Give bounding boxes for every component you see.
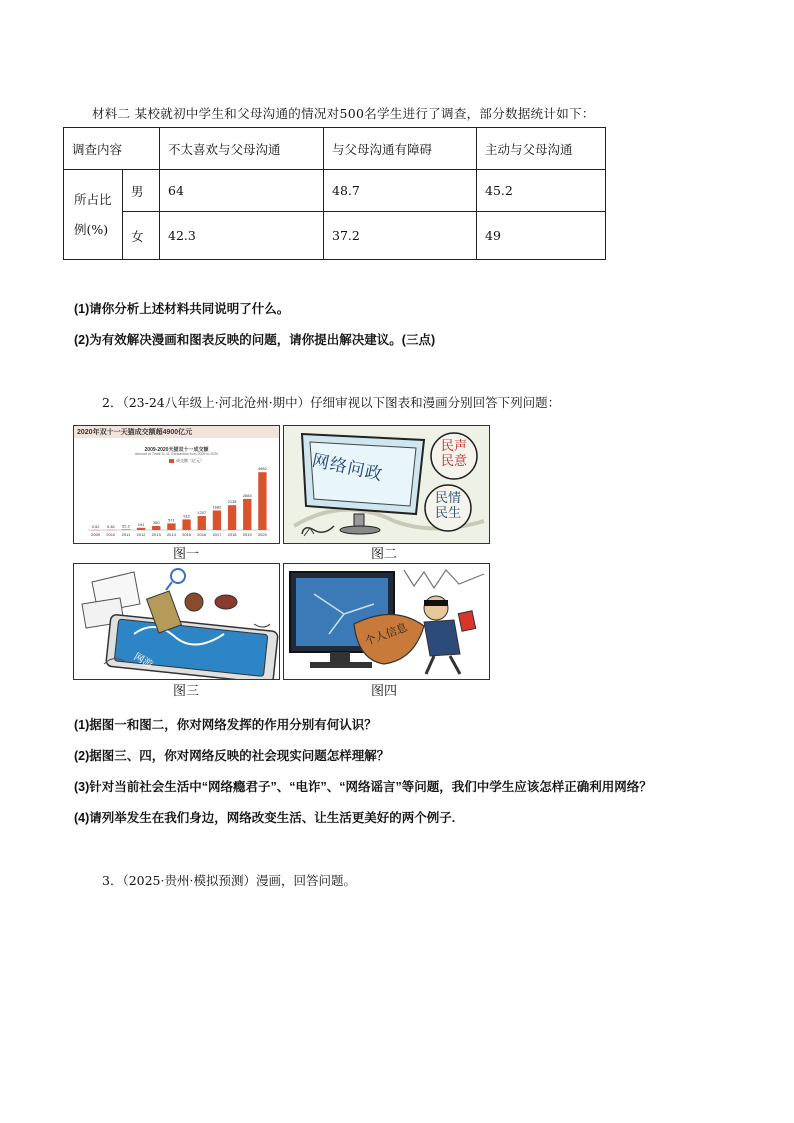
x-tick-label: 2016 [197, 532, 207, 537]
figure-4-caption: 图四 [370, 684, 397, 699]
bar-value-label: 1207 [197, 510, 207, 515]
x-tick-label: 2012 [136, 532, 146, 537]
figure-2-cartoon [283, 425, 490, 544]
question-1: (1)请你分析上述材料共同说明了什么。 [74, 302, 290, 316]
bar-2018 [228, 505, 236, 530]
table-cell: 45.2 [477, 170, 606, 212]
table-header-row [64, 128, 606, 170]
x-tick-label: 2017 [212, 532, 222, 537]
x-tick-label: 2020 [257, 532, 267, 537]
chart-subtitle: 2009-2020天猫双十一成交额 [144, 447, 209, 453]
legend-label: 成交额（亿元） [176, 458, 204, 463]
x-tick-label: 2019 [242, 532, 252, 537]
question-2: (2)为有效解决漫画和图表反映的问题，请你提出解决建议。(三点) [74, 333, 436, 347]
gender-cell: 男 [123, 170, 160, 212]
bar-value-label: 1682 [212, 504, 222, 510]
bar-2014 [167, 523, 175, 530]
screen-text: 网络问政 [310, 450, 385, 486]
x-tick-label: 2015 [182, 532, 192, 537]
table-header-cell: 调查内容 [64, 128, 160, 170]
bar-value-label: 571 [168, 517, 175, 523]
bar-2012 [137, 528, 145, 530]
bar-value-label: 9.36 [106, 523, 115, 529]
row-group-label: 所占比例(%) [64, 170, 123, 260]
figure-3-cartoon [73, 563, 280, 680]
bar-value-label: 191 [137, 521, 145, 527]
x-tick-label: 2010 [106, 532, 116, 537]
table-cell: 48.7 [324, 170, 477, 212]
q2-question-1: (1)据图一和图二，你对网络发挥的作用分别有何认识？ [74, 718, 377, 732]
bubble-text-2: 民情民生 [434, 491, 461, 521]
x-tick-label: 2009 [91, 532, 101, 537]
figure-1-chart [73, 425, 280, 544]
bar-value-label: 350 [152, 519, 160, 525]
bar-chart-svg [74, 426, 279, 543]
bar-value-label: 2135 [227, 499, 237, 505]
survey-table [63, 127, 606, 260]
sack-text: 个人信息 [363, 620, 410, 649]
gender-cell: 女 [123, 212, 160, 260]
bar-value-label: 2684 [242, 492, 252, 498]
bar-2017 [213, 510, 221, 530]
bubble-text-1: 民声民意 [440, 439, 467, 469]
table-cell: 42.3 [160, 212, 324, 260]
x-tick-label: 2011 [121, 532, 131, 537]
material2-intro: 材料二 某校就初中学生和父母沟通的情况对500名学生进行了调查，部分数据统计如下： [92, 106, 595, 121]
q2-question-4: (4)请列举发生在我们身边，网络改变生活、让生活更美好的两个例子. [74, 811, 456, 825]
q2-question-2: (2)据图三、四，你对网络反映的社会现实问题怎样理解？ [74, 749, 390, 763]
q3-header: 3．（2025·贵州·模拟预测）漫画，回答问题。 [102, 873, 356, 888]
bar-2011 [122, 529, 130, 530]
cartoon-4-illustration [284, 564, 489, 679]
bar-value-label: 4982 [257, 466, 267, 472]
x-tick-label: 2014 [166, 532, 176, 537]
bar-2019 [243, 499, 251, 530]
bar-2016 [198, 516, 206, 530]
table-row [64, 170, 606, 212]
chart-title: 2020年双十一天猫成交额超4900亿元 [77, 429, 193, 436]
bar-2015 [182, 519, 190, 530]
figure-1-caption: 图一 [172, 547, 199, 562]
q2-header: 2．（23-24八年级上·河北沧州·期中）仔细审视以下图表和漫画分别回答下列问题： [102, 395, 561, 410]
x-tick-label: 2018 [227, 532, 237, 537]
phone-text: 网游 [131, 651, 155, 671]
bar-value-label: 0.52 [91, 523, 100, 529]
bar-value-label: 52.2 [122, 523, 130, 529]
chart-subtitle-en: Amount of Tmall 11.11 Transaction from 2009 to 2020 [134, 452, 219, 456]
figure-4-cartoon [283, 563, 490, 680]
bar-value-label: 912 [183, 513, 190, 519]
table-header-cell: 不太喜欢与父母沟通 [160, 128, 324, 170]
table-cell: 64 [160, 170, 324, 212]
table-header-cell: 与父母沟通有障碍 [324, 128, 477, 170]
figure-3-caption: 图三 [172, 684, 199, 699]
cartoon-3-illustration [74, 564, 279, 679]
q2-question-3: (3)针对当前社会生活中“网络瘾君子”、“电诈”、“网络谣言”等问题，我们中学生应该怎样正确利用网络？ [74, 780, 652, 794]
table-cell: 49 [477, 212, 606, 260]
bar-2013 [152, 526, 160, 530]
table-row [64, 212, 606, 260]
x-tick-label: 2013 [151, 532, 161, 537]
table-cell: 37.2 [324, 212, 477, 260]
figure-2-caption: 图二 [370, 547, 397, 562]
table-header-cell: 主动与父母沟通 [477, 128, 606, 170]
bar-2020 [258, 472, 266, 530]
